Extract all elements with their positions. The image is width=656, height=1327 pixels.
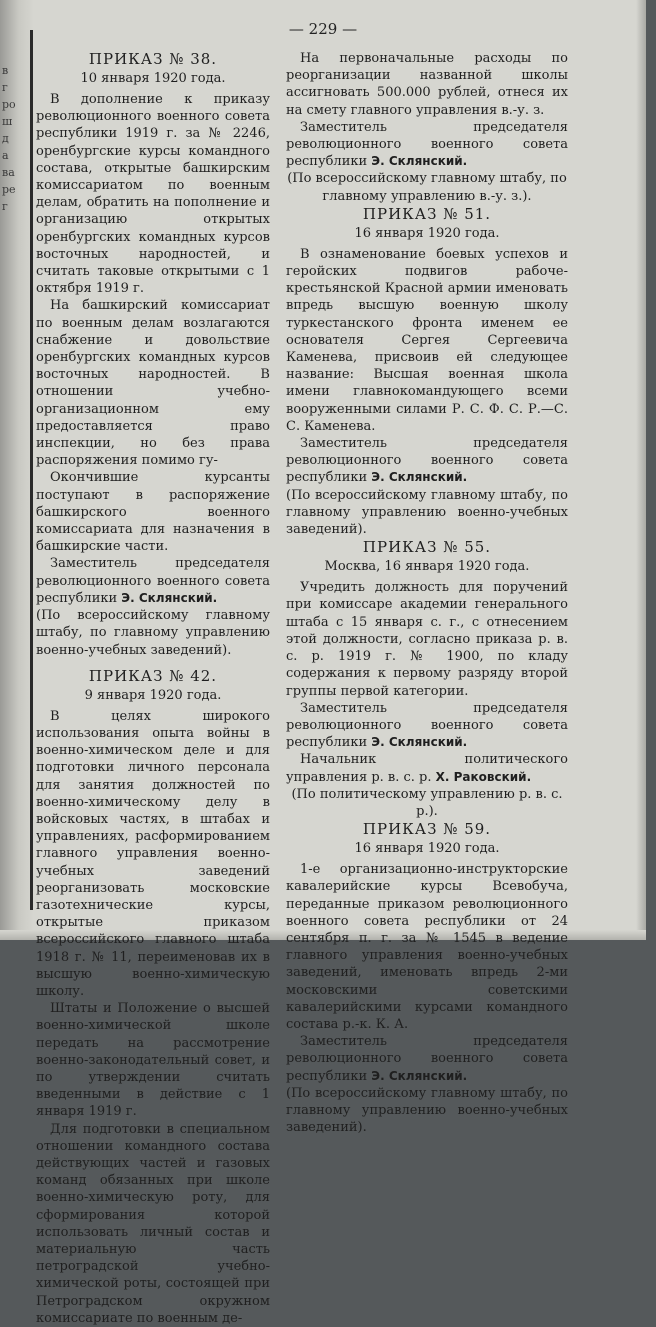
right-column [286, 50, 568, 1136]
order-38-paragraph-2: На башкирский комиссариат по военным делам возлагаются снабжение и довольствие оренбургских командных курсов восточных народностей. В отношении учебно-организационном ему предоставляется право инспекции, но без права распоряжения помимо гу- [36, 298, 270, 469]
deputy-title: Заместитель председателя революционного военного совета республики [286, 1034, 568, 1084]
signer-name: Э. Склянский. [371, 470, 468, 485]
order-51-title: ПРИКАЗ № 51. [362, 204, 492, 223]
order-59-signature [286, 1033, 568, 1085]
order-42-paragraph-3: Для подготовки в специальном отношении командного состава действующих частей и газовых команд обязанных при школе военно-химическую роту, для сформирования которой использовать личный состав и материальную часть петроградской учебно-химической роты, состоящей при Петроградском окружном комиссариате по военным де- [36, 1121, 270, 1326]
order-38-signature [36, 555, 270, 607]
page-number: — 229 — [288, 20, 358, 38]
signer-name: Э. Склянский. [371, 154, 468, 169]
chief-signer-name: Х. Раковский. [435, 769, 532, 784]
margin-fragment: д [2, 132, 9, 145]
order-55-signature [286, 700, 568, 752]
signer-name: Э. Склянский. [371, 735, 468, 750]
left-column [36, 50, 270, 1327]
margin-fragments [2, 62, 16, 215]
margin-fragment: ро [2, 98, 16, 111]
order-38-date: 10 января 1920 года. [80, 71, 226, 86]
order-55-date: Москва, 16 января 1920 года. [324, 559, 530, 575]
order-51-footer: (По всероссийскому главному штабу, по главному управлению военно-учебных заведений). [286, 487, 568, 538]
margin-fragment: ва [2, 166, 15, 179]
order-38-paragraph-3: Окончившие курсанты поступают в распоряжение башкирского военного комиссариата для назначения в башкирские части. [36, 470, 270, 555]
order-59-footer: (По всероссийскому главному штабу, по главному управлению военно-учебных заведений). [286, 1085, 568, 1136]
order-55-chief-signature [286, 751, 568, 785]
deputy-title: Заместитель председателя революционного военного совета республики [286, 119, 568, 170]
margin-fragment: в [2, 64, 9, 77]
order-42-paragraph-2: Штаты и Положение о высшей военно-химической школе передать на рассмотрение военно-законодательный совет, и по утверждении считать введенными в действие с 1 января 1919 г. [36, 1001, 270, 1120]
margin-fragment: а [2, 149, 9, 162]
margin-fragment: г [2, 81, 8, 94]
deputy-title: Заместитель председателя революционного военного совета республики [286, 436, 568, 486]
order-42-footer: (По всероссийскому главному штабу, по главному управлению в.-у. з.). [287, 171, 567, 204]
order-42-date: 9 января 1920 года. [84, 687, 222, 703]
deputy-title: Заместитель председателя революционного военного совета республики [286, 700, 568, 751]
margin-fragment: г [2, 200, 8, 213]
deputy-title: Заместитель председателя революционного военного совета республики [36, 556, 270, 606]
order-59-title: ПРИКАЗ № 59. [362, 820, 492, 839]
order-55-paragraph-1: Учредить должность для поручений при комиссаре академии генерального штаба с 15 января с. г., с отнесением этой должности, согласно приказа р. в. с. р. 1919 г. № 1900, по кладу содержания к первому разряду второй группы первой категории. [286, 580, 568, 699]
signer-name: Э. Склянский. [371, 1068, 468, 1083]
order-51-paragraph-1: В ознаменование боевых успехов и геройских подвигов рабоче-крестьянской Красной армии именовать впредь высшую военную школу туркестанского фронта именем ее основателя Сергея Сергеевича Каменева, присвоив ей следующее название: Высшая военная школа имени главнокомандующего всеми вооруженными силами Р. С. Ф. С. Р.—С. С. Каменева. [286, 246, 568, 434]
signer-name: Э. Склянский. [121, 590, 218, 605]
order-42-signature [286, 119, 568, 171]
chief-title: Начальник политического управления р. в. с. р. [286, 752, 568, 785]
order-55-footer: (По политическому управлению р. в. с. р.). [291, 786, 563, 819]
order-51-date: 16 января 1920 года. [354, 225, 500, 241]
binding-edge-line [30, 30, 33, 910]
order-42-title: ПРИКАЗ № 42. [88, 666, 218, 685]
page-edge-shadow [636, 0, 646, 940]
order-38-footer: (По всероссийскому главному штабу, по главному управлению военно-учебных заведений). [36, 608, 270, 658]
order-59-paragraph-1: 1-е организационно-инструкторские кавалерийские курсы Всевобуча, переданные приказом революционного военного совета республики от 24 сентября п. г. за № 1545 в ведение главного управления военно-учебных заведений, именовать впредь 2-ми московскими советскими кавалерийскими курсами командного состава р.-к. К. А. [286, 862, 568, 1032]
order-42-continuation: На первоначальные расходы по реорганизации названной школы ассигновать 500.000 рублей, отнеся их на смету главного управления в.-у. з. [286, 51, 568, 118]
order-38-title: ПРИКАЗ № 38. [88, 50, 218, 68]
margin-fragment: ш [2, 115, 13, 128]
order-38-paragraph-1: В дополнение к приказу революционного военного совета республики 1919 г. за № 2246, оренбургские курсы командного состава, открытые башкирским комиссариатом по военным делам, обратить на пополнение и организацию открытых оренбургских командных курсов восточных народностей, и считать таковые открытыми с 1 октября 1919 г. [36, 92, 270, 297]
margin-fragment: ре [2, 183, 16, 196]
order-59-date: 16 января 1920 года. [354, 841, 500, 857]
order-55-title: ПРИКАЗ № 55. [362, 538, 492, 557]
order-51-signature [286, 435, 568, 487]
order-42-paragraph-1: В целях широкого использования опыта войны в военно-химическом деле и для подготовки личного персонала для занятия должностей по военно-химическому делу в войсковых частях, в штабах и управлениях, расформированием главного управления военно-учебных заведений реорганизовать московские газотехнические курсы, открытые приказом всероссийского главного штаба 1918 г. № 11, переименовав их в высшую военно-химическую школу. [36, 708, 270, 999]
